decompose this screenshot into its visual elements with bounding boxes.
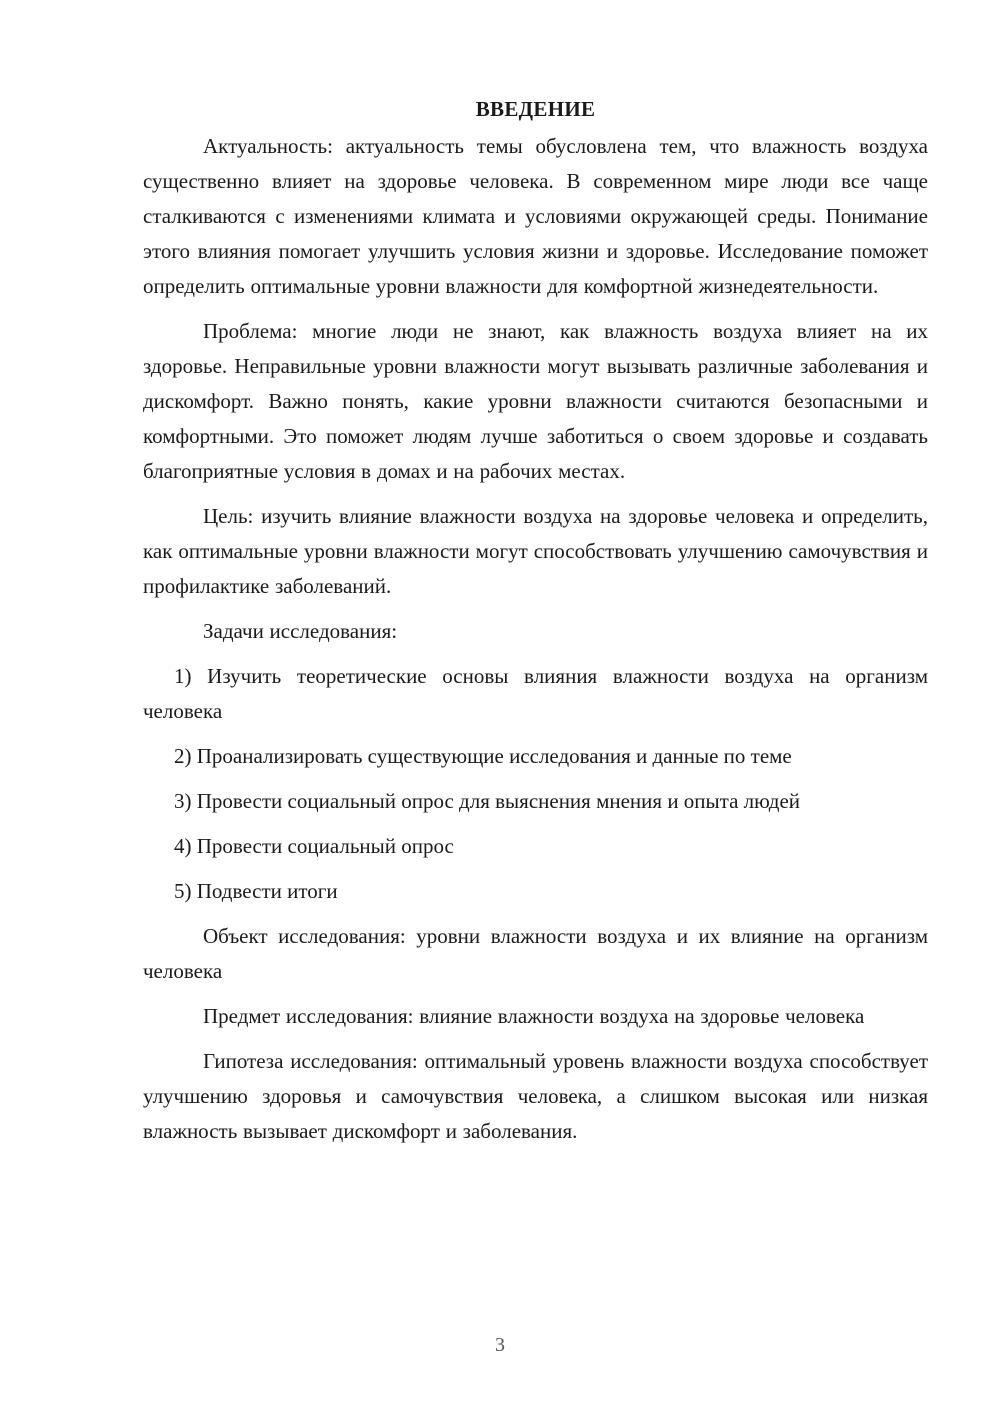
paragraph-problem: Проблема: многие люди не знают, как влажность воздуха влияет на их здоровье. Неправильные уровни влажности могут вызывать различные заболевания и дискомфорт. Важно понять, какие уровни влажности считаются безопасными и комфортными. Это поможет людям лучше заботиться о своем здоровье и создавать благоприятные условия в домах и на рабочих местах.: [143, 319, 928, 483]
list-item: 4) Провести социальный опрос: [174, 834, 454, 858]
document-page: [143, 92, 928, 1149]
tasks-heading: Задачи исследования:: [203, 619, 398, 643]
paragraph-subject: Предмет исследования: влияние влажности воздуха на здоровье человека: [203, 1004, 865, 1028]
paragraph-hypothesis: Гипотеза исследования: оптимальный уровень влажности воздуха способствует улучшению здоровья и самочувствия человека, а слишком высокая или низкая влажность вызывает дискомфорт и заболевания.: [143, 1049, 928, 1143]
list-item: 5) Подвести итоги: [174, 879, 338, 903]
paragraph-object: Объект исследования: уровни влажности воздуха и их влияние на организм человека: [143, 924, 928, 983]
list-item: 3) Провести социальный опрос для выяснения мнения и опыта людей: [174, 789, 801, 813]
paragraph-relevance: Актуальность: актуальность темы обусловлена тем, что влажность воздуха существенно влияет на здоровье человека. В современном мире люди все чаще сталкиваются с изменениями климата и условиями окружающей среды. Понимание этого влияния помогает улучшить условия жизни и здоровье. Исследование поможет определить оптимальные уровни влажности для комфортной жизнедеятельности.: [143, 134, 928, 298]
list-item: 2) Проанализировать существующие исследования и данные по теме: [174, 744, 792, 768]
tasks-list: [143, 659, 928, 909]
paragraph-goal: Цель: изучить влияние влажности воздуха на здоровье человека и определить, как оптимальные уровни влажности могут способствовать улучшению самочувствия и профилактике заболеваний.: [143, 504, 928, 598]
page-number: 3: [495, 1334, 505, 1356]
page-title: ВВЕДЕНИЕ: [475, 97, 596, 121]
list-item: 1) Изучить теоретические основы влияния влажности воздуха на организм человека: [143, 664, 928, 723]
